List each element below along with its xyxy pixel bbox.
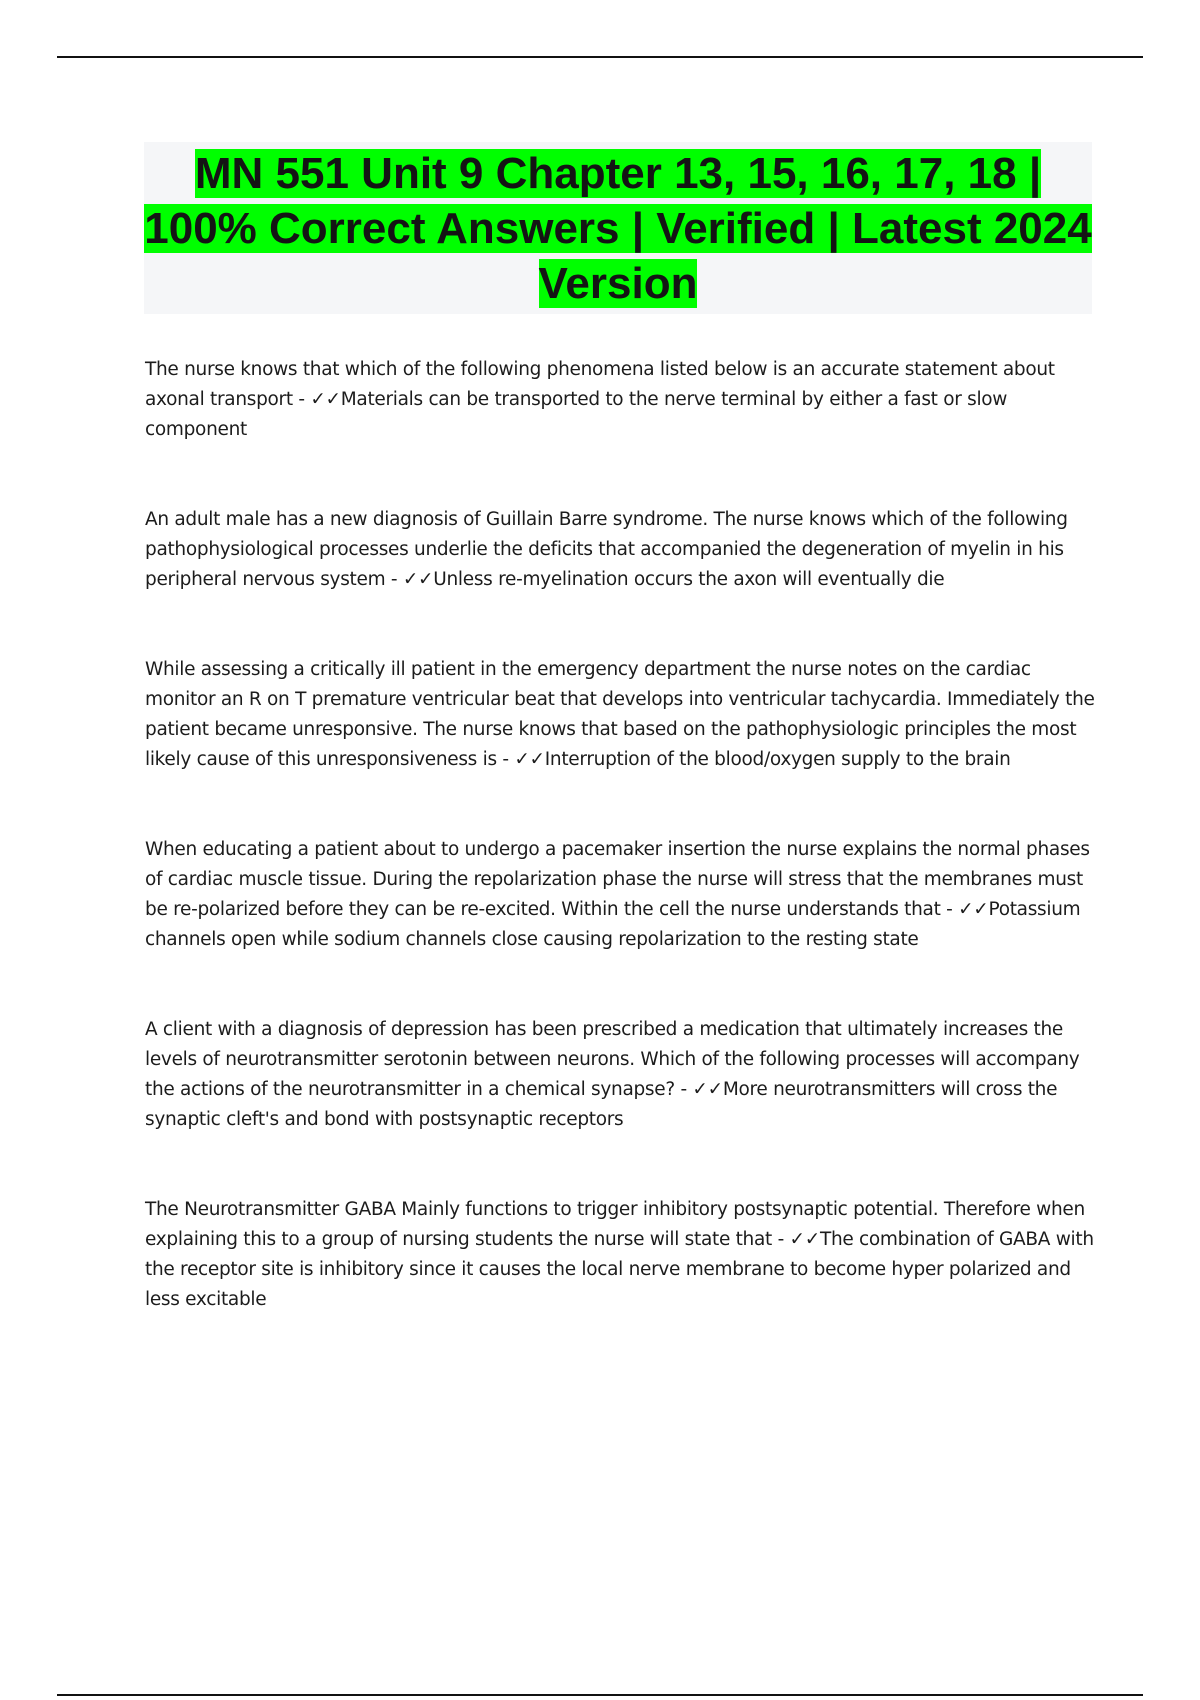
qa-question: The nurse knows that which of the following phenomena listed below is an accurate statement about axonal transport	[145, 359, 1055, 410]
document-title	[144, 142, 1092, 311]
qa-answer: The combination of GABA with the receptor site is inhibitory since it causes the local nerve membrane to become hyper polarized and less excitable	[145, 1229, 1094, 1310]
qa-item	[145, 835, 1095, 955]
title-banner	[144, 142, 1092, 314]
qa-answer: Interruption of the blood/oxygen supply to the brain	[544, 749, 1011, 770]
answer-check-separator: - ✓✓	[496, 749, 545, 770]
qa-question: An adult male has a new diagnosis of Guillain Barre syndrome. The nurse knows which of the following pathophysiological processes underlie the deficits that accompanied the degeneration of myelin in his peripheral nervous system	[145, 509, 1068, 590]
qa-question: A client with a diagnosis of depression has been prescribed a medication that ultimately increases the levels of neurotransmitter serotonin between neurons. Which of the following processes will accompany the actions of the neurotransmitter in a chemical synapse?	[145, 1019, 1080, 1100]
answer-check-separator: - ✓✓	[385, 569, 434, 590]
qa-question: The Neurotransmitter GABA Mainly functions to trigger inhibitory postsynaptic potential. Therefore when explaining this to a group of nursing students the nurse will state that	[145, 1199, 1085, 1250]
answer-check-separator: - ✓✓	[674, 1079, 723, 1100]
qa-answer: Potassium channels open while sodium channels close causing repolarization to the resting state	[145, 899, 1081, 950]
answer-check-separator: - ✓✓	[940, 899, 989, 920]
qa-question: When educating a patient about to undergo a pacemaker insertion the nurse explains the normal phases of cardiac muscle tissue. During the repolarization phase the nurse will stress that the membranes must be re-polarized before they can be re-excited. Within the cell the nurse understands that	[145, 839, 1090, 920]
qa-answer: Materials can be transported to the nerve terminal by either a fast or slow component	[145, 389, 1008, 440]
qa-question: While assessing a critically ill patient in the emergency department the nurse notes on the cardiac monitor an R on T premature ventricular beat that develops into ventricular tachycardia. Immediately the patient became unresponsive. The nurse knows that based on the pathophysiologic principles the most likely cause of this unresponsiveness is	[145, 659, 1095, 770]
qa-answer: More neurotransmitters will cross the synaptic cleft's and bond with postsynaptic receptors	[145, 1079, 1058, 1130]
document-title-text: MN 551 Unit 9 Chapter 13, 15, 16, 17, 18 | 100% Correct Answers | Verified | Latest 2024 Version	[144, 149, 1092, 308]
answer-check-separator: - ✓✓	[292, 389, 341, 410]
qa-list	[145, 355, 1095, 1375]
footer-rule	[57, 1694, 1143, 1696]
header-rule	[57, 56, 1143, 58]
qa-item	[145, 655, 1095, 775]
qa-item	[145, 1015, 1095, 1135]
qa-item	[145, 1195, 1095, 1315]
answer-check-separator: - ✓✓	[771, 1229, 820, 1250]
qa-item	[145, 355, 1095, 445]
qa-answer: Unless re-myelination occurs the axon will eventually die	[433, 569, 945, 590]
qa-item	[145, 505, 1095, 595]
